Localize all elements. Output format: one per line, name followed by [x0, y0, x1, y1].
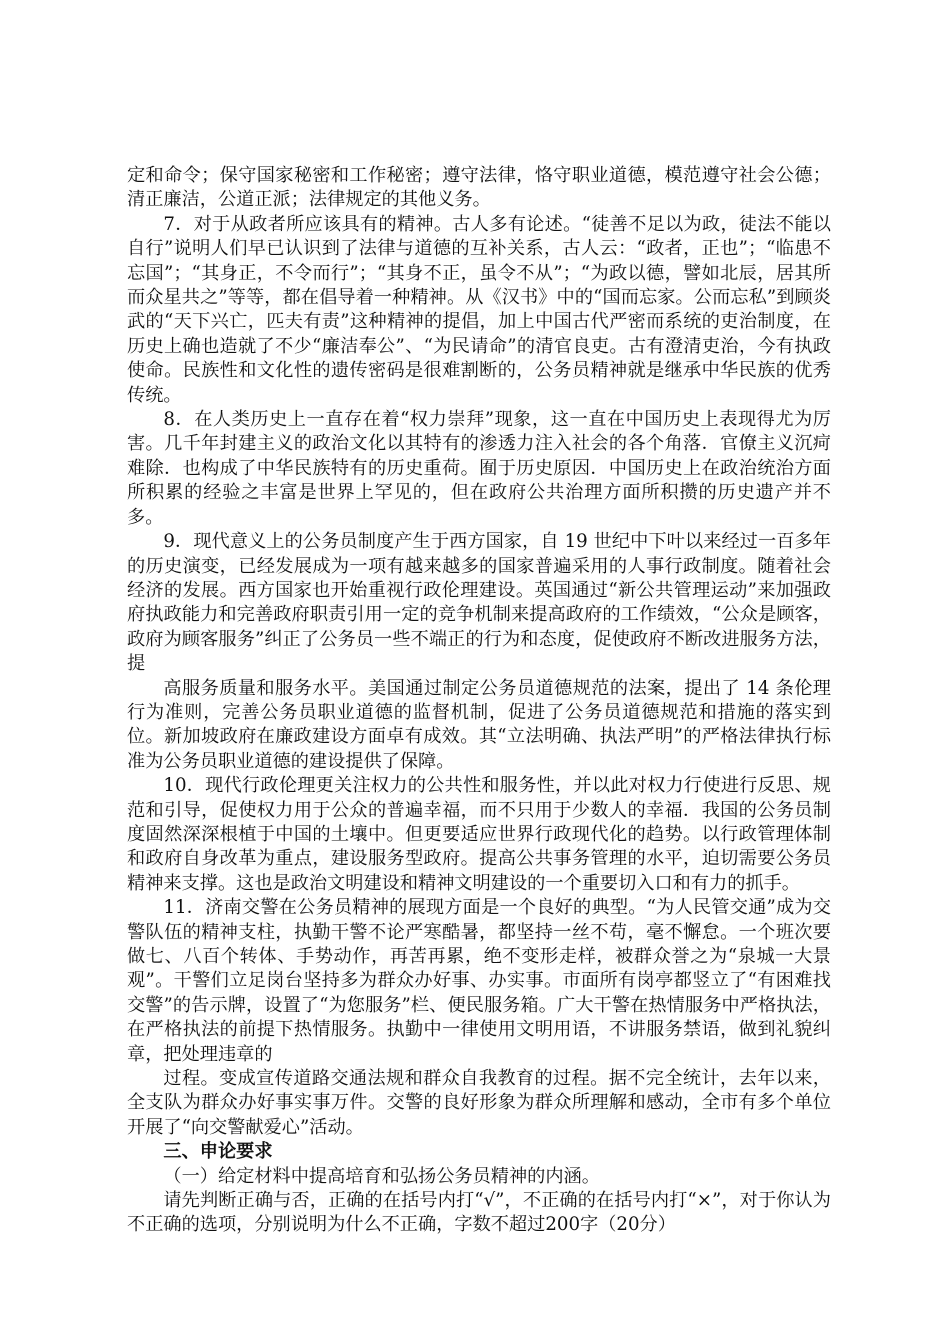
paragraph-9-continued: 高服务质量和服务水平。美国通过制定公务员道德规范的法案，提出了 14 条伦理行为准则，完善公务员职业道德的监督机制，促进了公务员道德规范和措施的落实到位。新加坡政府在廉政建设方面卓有成效。其“立法明确、执法严明”的严格法律执行标准为公务员职业道德的建设提供了保障。 [127, 677, 831, 772]
document-body [127, 164, 831, 1238]
paragraph-11: 11．济南交警在公务员精神的展现方面是一个良好的典型。“为人民管交通”成为交警队伍的精神支柱，执勤干警不论严寒酷暑，都坚持一丝不苟，毫不懈怠。一个班次要做七、八百个转体、手势动作，再苦再累，绝不变形走样，被群众誉之为“泉城一大景观”。干警们立足岗台坚持多为群众办好事、办实事。市面所有岗亭都竖立了“有困难找交警”的告示牌，设置了“为您服务”栏、便民服务箱。广大干警在热情服务中严格执法，在严格执法的前提下热情服务。执勤中一律使用文明用语，不讲服务禁语，做到礼貌纠章，把处理违章的 [127, 897, 831, 1065]
section-heading: 三、申论要求 [163, 1141, 273, 1163]
question-instruction: 请先判断正确与否，正确的在括号内打“√”，不正确的在括号内打“×”，对于你认为不正确的选项，分别说明为什么不正确，字数不超过200字（20分） [127, 1190, 831, 1236]
question-title: （一）给定材料中提高培育和弘扬公务员精神的内涵。 [163, 1165, 600, 1187]
paragraph-8: 8．在人类历史上一直存在着“权力崇拜”现象，这一直在中国历史上表现得尤为厉害。几千年封建主义的政治文化以其特有的渗透力注入社会的各个角落．官僚主义沉疴难除．也构成了中华民族特有的历史重荷。囿于历史原因．中国历史上在政治统治方面所积累的经验之丰富是世界上罕见的，但在政府公共治理方面所积攒的历史遗产并不多。 [127, 409, 831, 528]
paragraph-9: 9．现代意义上的公务员制度产生于西方国家，自 19 世纪中下叶以来经过一百多年的历史演变，已经发展成为一项有越来越多的国家普遍采用的人事行政制度。随着社会经济的发展。西方国家也开始重视行政伦理建设。英国通过“新公共管理运动”来加强政府执政能力和完善政府职责引用一定的竞争机制来提高政府的工作绩效，“公众是顾客，政府为顾客服务”纠正了公务员一些不端正的行为和态度，促使政府不断改进服务方法，提 [127, 531, 831, 675]
paragraph-obligations-end: 定和命令；保守国家秘密和工作秘密；遵守法律，恪守职业道德，模范遵守社会公德；清正廉洁，公道正派；法律规定的其他义务。 [127, 165, 831, 211]
paragraph-7: 7．对于从政者所应该具有的精神。古人多有论述。“徒善不足以为政，徒法不能以自行”说明人们早已认识到了法律与道德的互补关系，古人云：“政者，正也”；“临患不忘国”；“其身正，不令而行”；“其身不正，虽令不从”；“为政以德，譬如北辰，居其所而众星共之”等等，都在倡导着一种精神。从《汉书》中的“国而忘家。公而忘私”到顾炎武的“天下兴亡，匹夫有责”这种精神的提倡，加上中国古代严密而系统的吏治制度，在历史上确也造就了不少“廉洁奉公”、“为民请命”的清官良吏。古有澄清吏治，今有执政使命。民族性和文化性的遗传密码是很难割断的，公务员精神就是继承中华民族的优秀传统。 [127, 213, 831, 406]
paragraph-10: 10．现代行政伦理更关注权力的公共性和服务性，并以此对权力行使进行反思、规范和引导，促使权力用于公众的普遍幸福，而不只用于少数人的幸福．我国的公务员制度固然深深根植于中国的土壤中。但更要适应世界行政现代化的趋势。以行政管理体制和政府自身改革为重点，建设服务型政府。提高公共事务管理的水平，迫切需要公务员精神来支撑。这也是政治文明建设和精神文明建设的一个重要切入口和有力的抓手。 [127, 775, 831, 894]
paragraph-11-continued: 过程。变成宣传道路交通法规和群众自我教育的过程。据不完全统计，去年以来，全支队为群众办好事实事万件。交警的良好形象为群众所理解和感动，全市有多个单位开展了“向交警献爱心”活动。 [127, 1068, 831, 1138]
